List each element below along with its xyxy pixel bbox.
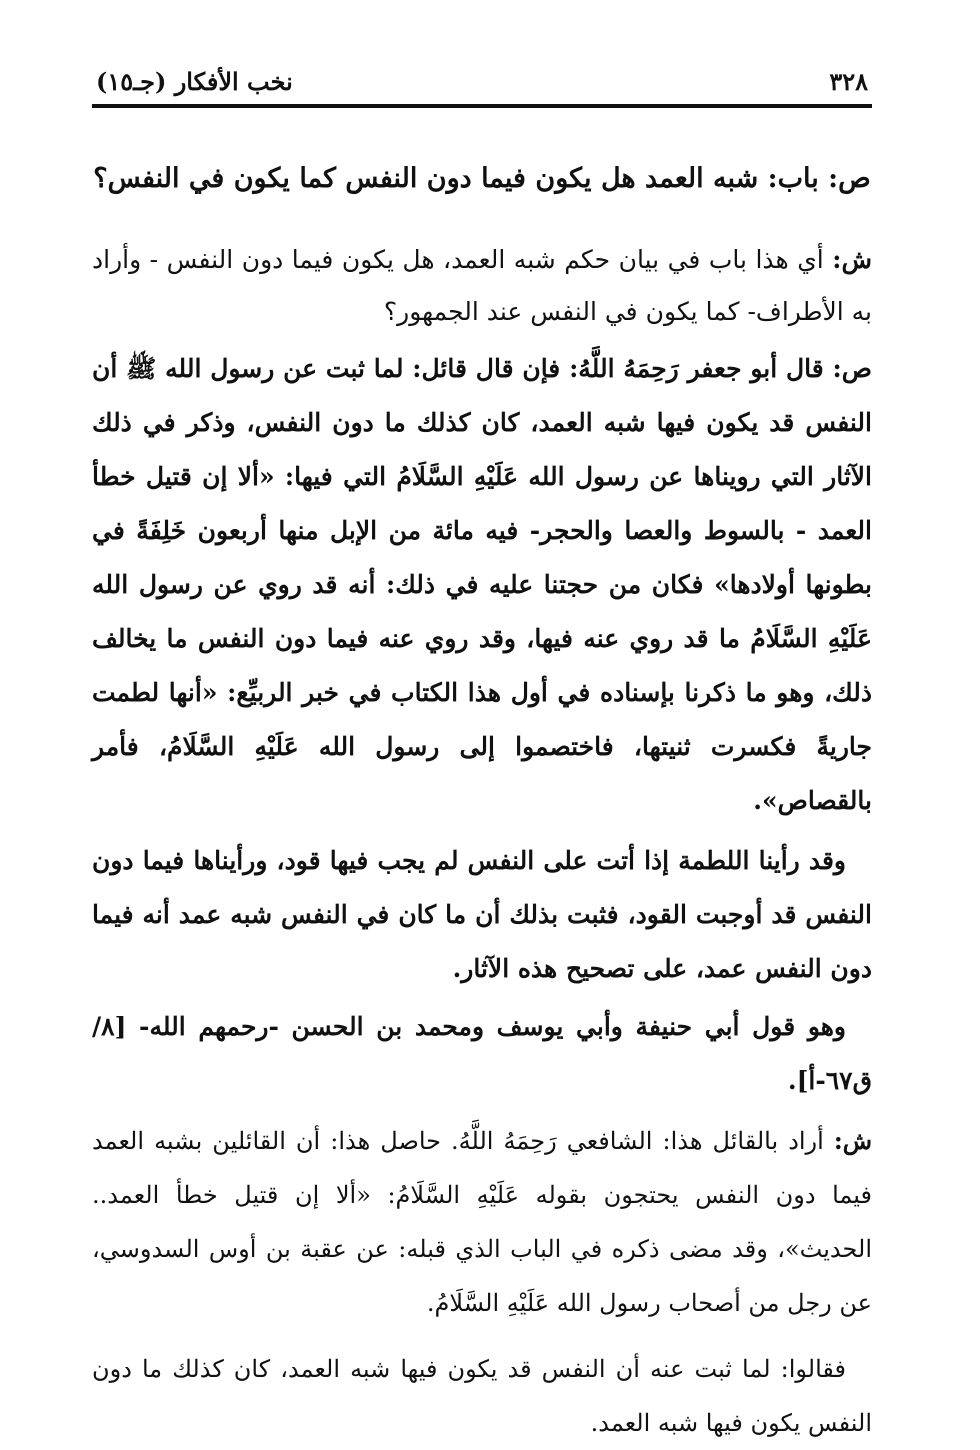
- paragraph-text: أراد بالقائل هذا: الشافعي رَحِمَهُ اللَّهُ. حاصل هذا: أن القائلين بشبه العمد فيما دون النفس يحتجون بقوله عَلَيْهِ السَّلَامُ: «ألا إن قتيل خطأ العمد.. الحديث»، وقد مضى ذكره في الباب الذي قبله: عن عقبة بن أوس السدوسي، عن رجل من أصحاب رسول الله عَلَيْهِ السَّلَامُ.: [92, 1126, 872, 1317]
- source-paragraph: [92, 1000, 872, 1108]
- commentary-paragraph: [92, 234, 872, 338]
- document-page: [92, 64, 872, 1450]
- paragraph-text: وهو قول أبي حنيفة وأبي يوسف ومحمد بن الحسن -رحمهم الله- [٨/ ق٦٧-أ].: [92, 1011, 872, 1095]
- book-title: نخب الأفكار (جـ١٥): [96, 66, 293, 96]
- running-header: [92, 64, 872, 108]
- paragraph-text: أي هذا باب في بيان حكم شبه العمد، هل يكون فيما دون النفس - وأراد به الأطراف- كما يكون في النفس عند الجمهور؟: [92, 244, 872, 326]
- chapter-title: ص: باب: شبه العمد هل يكون فيما دون النفس كما يكون في النفس؟: [93, 163, 871, 194]
- commentary-marker: ش:: [832, 244, 872, 274]
- paragraph-text: وقد رأينا اللطمة إذا أتت على النفس لم يجب فيها قود، ورأيناها فيما دون النفس قد أوجبت القود، فثبت بذلك أن ما كان في النفس شبه عمد أنه فيما دون النفس عمد، على تصحيح هذه الآثار.: [92, 845, 872, 983]
- commentary-paragraph: [92, 1114, 872, 1330]
- source-paragraph: [92, 342, 872, 828]
- page-number: ٣٢٨: [829, 66, 868, 96]
- commentary-paragraph: [92, 1342, 872, 1450]
- paragraph-text: قال أبو جعفر رَحِمَهُ اللَّهُ: فإن قال قائل: لما ثبت عن رسول الله ﷺ أن النفس قد يكون فيها شبه العمد، كان كذلك ما دون النفس، وذكر في ذلك الآثار التي رويناها عن رسول الله عَلَيْهِ السَّلَامُ التي فيها: «ألا إن قتيل خطأ العمد - بالسوط والعصا والحجر- فيه مائة من الإبل منها أربعون خَلِفَةً في بطونها أولادها» فكان من حجتنا عليه في ذلك: أنه قد روي عن رسول الله عَلَيْهِ السَّلَامُ ما قد روي عنه فيها، وقد روي عنه فيما دون النفس ما يخالف ذلك، وهو ما ذكرنا بإسناده في أول هذا الكتاب في خبر الربيِّع: «أنها لطمت جاريةً فكسرت ثنيتها، فاختصموا إلى رسول الله عَلَيْهِ السَّلَامُ، فأمر بالقصاص».: [92, 353, 872, 815]
- paragraph-text: فقالوا: لما ثبت عنه أن النفس قد يكون فيها شبه العمد، كان كذلك ما دون النفس يكون فيها شبه العمد.: [92, 1354, 872, 1437]
- source-marker: ص:: [832, 353, 872, 383]
- source-paragraph: [92, 834, 872, 996]
- commentary-marker: ش:: [833, 1125, 872, 1155]
